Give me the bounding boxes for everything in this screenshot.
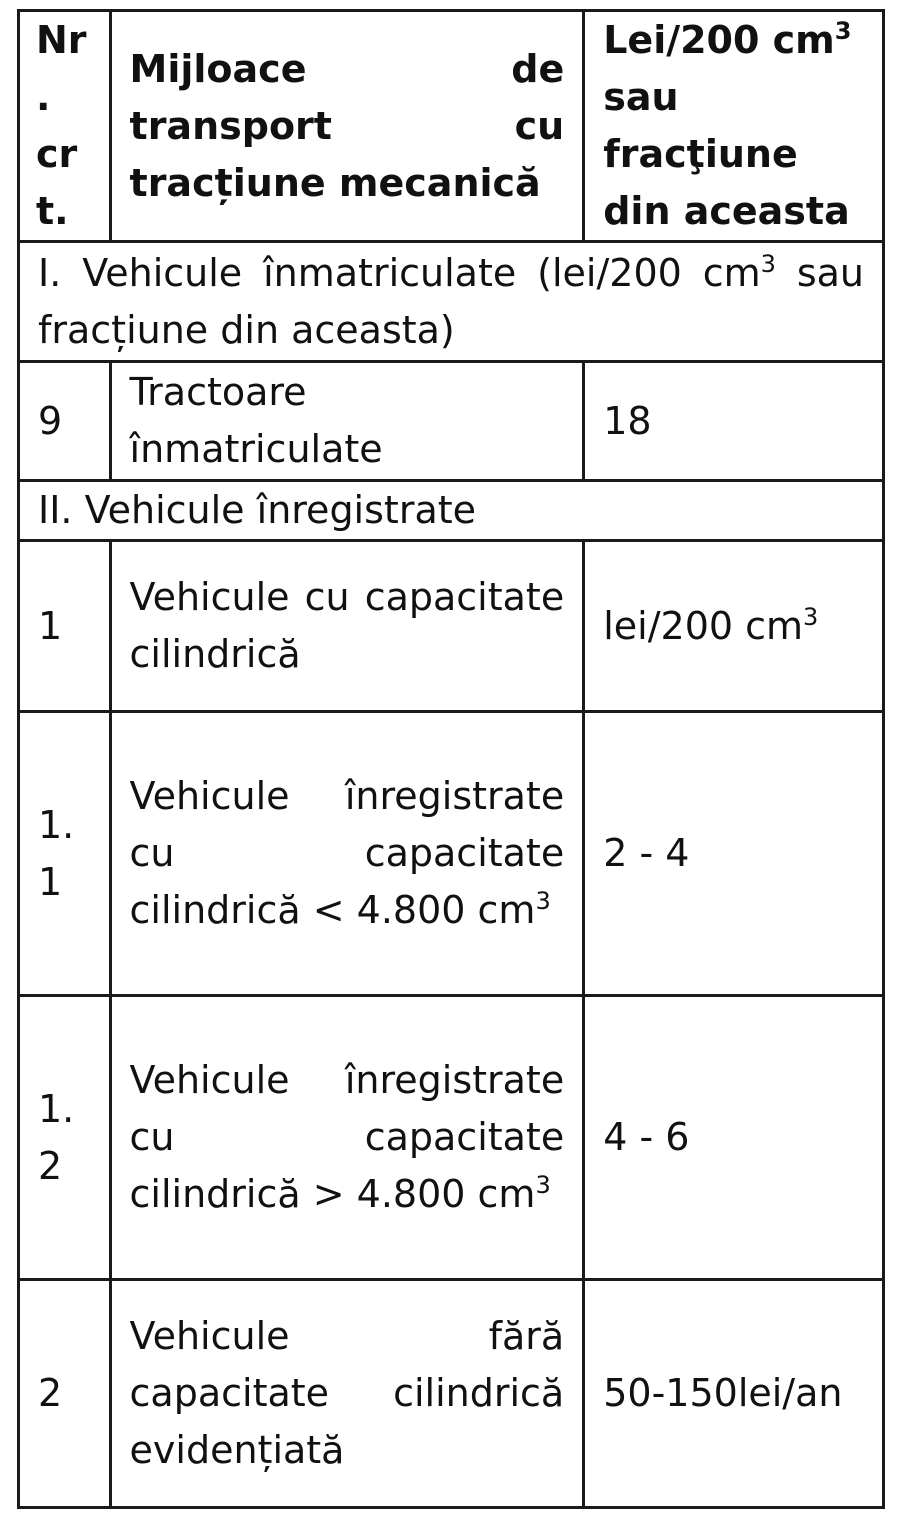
section-inmatriculate	[19, 242, 884, 362]
row-nr	[19, 362, 111, 481]
row-val	[584, 1280, 884, 1508]
row-desc-text: Vehicule fără capacitate cilindrică evidențiată	[129, 1314, 565, 1472]
row-val-sup: 3	[803, 602, 819, 631]
header-lei-suffix: sau fracţiune din aceasta	[603, 75, 850, 233]
section-inmatriculate-prefix: I. Vehicule înmatriculate (lei/200 cm	[38, 250, 761, 295]
row-val-text: 50-150lei/an	[603, 1371, 843, 1415]
row-desc	[110, 712, 584, 996]
row-nr-value: 9	[38, 398, 63, 443]
section-row-inregistrate	[19, 481, 884, 541]
header-nr-crt-label: Nr. crt.	[36, 18, 87, 233]
row-desc-text: Tractoare înmatriculate	[129, 370, 383, 471]
section-inmatriculate-suffix: sau fracțiune din aceasta)	[38, 250, 865, 352]
row-desc-prefix: Vehicule înregistrate cu capacitate cilindrică > 4.800 cm	[129, 1058, 565, 1216]
header-mijloace	[110, 11, 584, 242]
row-desc	[110, 362, 584, 481]
row-val-prefix: lei/200 cm	[603, 603, 804, 648]
header-lei	[584, 11, 884, 242]
row-nr-value: 1.1	[38, 802, 75, 904]
table-row	[19, 541, 884, 712]
header-nr-crt	[19, 11, 111, 242]
row-nr-value: 1	[38, 603, 63, 648]
row-desc	[110, 541, 584, 712]
section-inmatriculate-sup: 3	[760, 249, 776, 278]
row-nr	[19, 996, 111, 1280]
header-mijloace-label: Mijloace de transport cu tracțiune mecanică	[129, 46, 565, 205]
table-row	[19, 996, 884, 1280]
row-desc-text: Vehicule cu capacitate cilindrică	[129, 575, 565, 676]
table-row	[19, 712, 884, 996]
section-row-inmatriculate	[19, 242, 884, 362]
header-row	[19, 11, 884, 242]
header-lei-sup: 3	[834, 17, 852, 45]
row-val-text: 2 - 4	[603, 831, 690, 875]
tax-table	[17, 9, 885, 1509]
row-desc-prefix: Vehicule înregistrate cu capacitate cilindrică < 4.800 cm	[129, 774, 565, 932]
row-val	[584, 712, 884, 996]
row-nr-value: 1.2	[38, 1086, 75, 1188]
row-nr	[19, 541, 111, 712]
row-val-text: 4 - 6	[603, 1115, 690, 1159]
section-inregistrate-label: II. Vehicule înregistrate	[38, 488, 477, 532]
row-val	[584, 541, 884, 712]
row-desc	[110, 1280, 584, 1508]
row-val	[584, 996, 884, 1280]
table-row	[19, 362, 884, 481]
row-nr	[19, 712, 111, 996]
table-row	[19, 1280, 884, 1508]
row-nr	[19, 1280, 111, 1508]
row-val-text: 18	[603, 398, 652, 443]
row-nr-value: 2	[38, 1371, 63, 1415]
row-val	[584, 362, 884, 481]
row-desc-sup: 3	[535, 887, 551, 915]
header-lei-prefix: Lei/200 cm	[603, 18, 835, 62]
section-inregistrate	[19, 481, 884, 541]
row-desc-sup: 3	[535, 1171, 551, 1199]
row-desc	[110, 996, 584, 1280]
